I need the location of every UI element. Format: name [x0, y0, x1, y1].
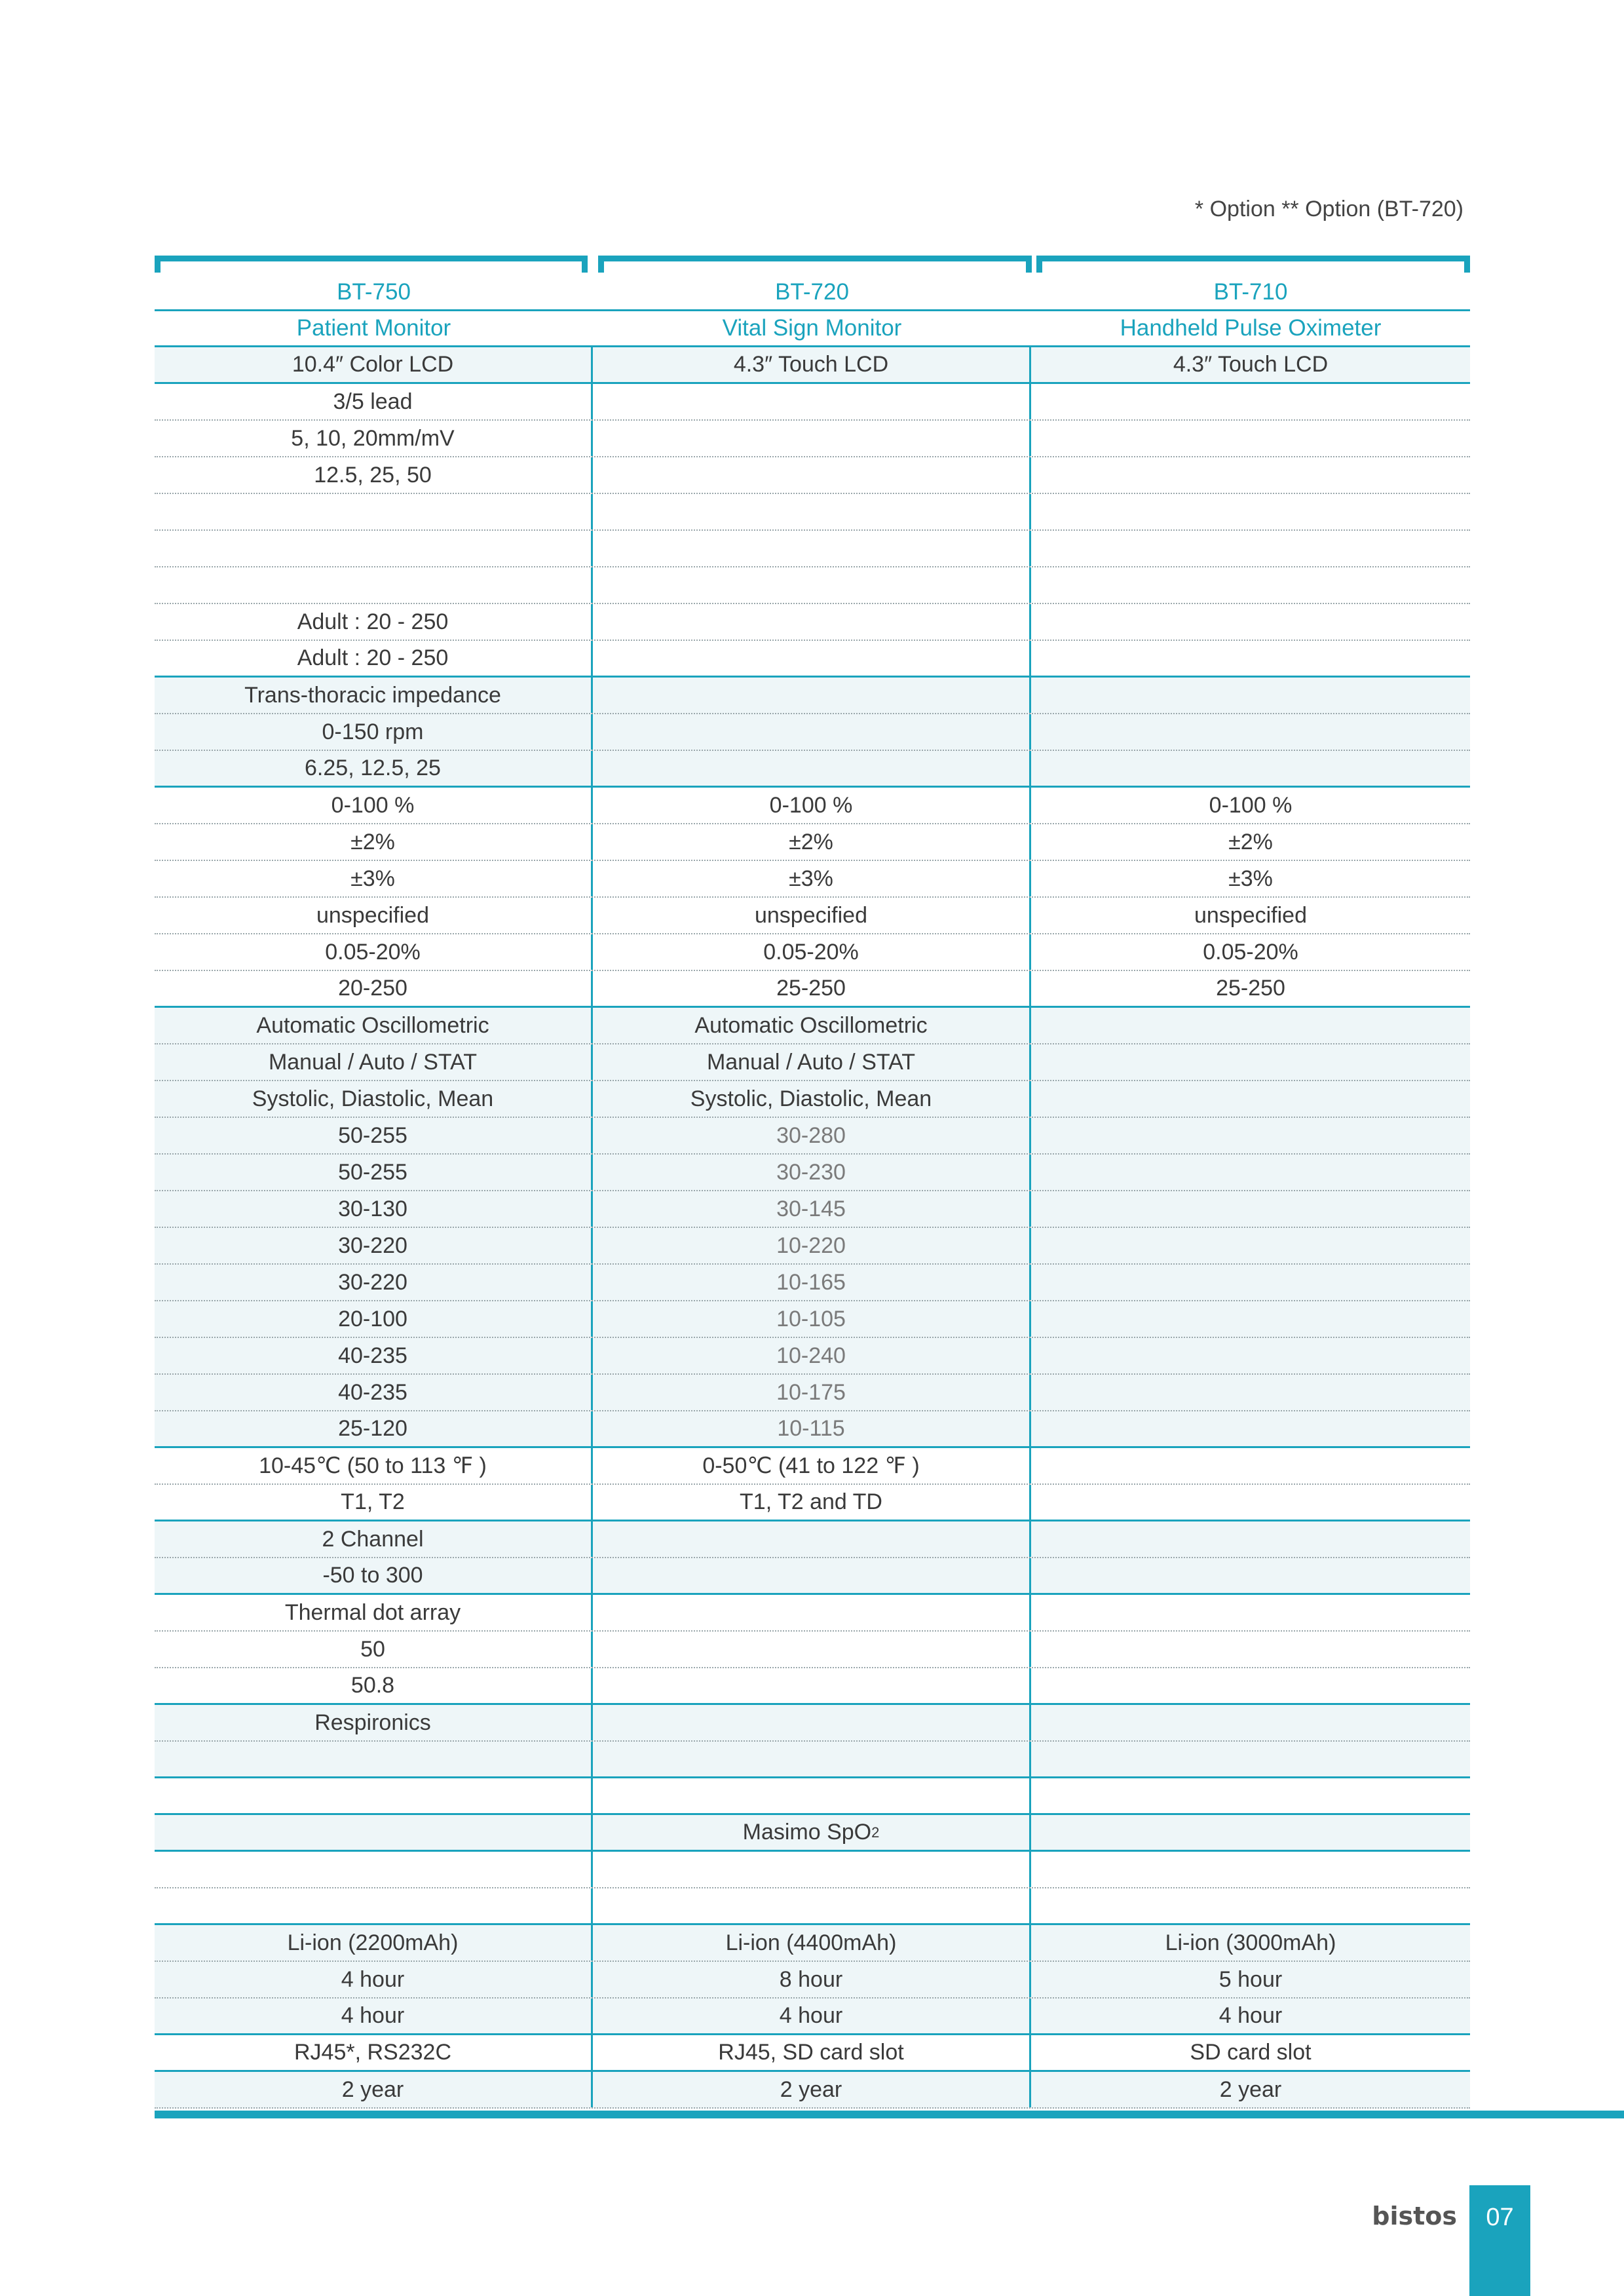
table-cell: unspecified — [593, 898, 1031, 933]
table-row — [155, 1815, 1470, 1852]
table-cell: 30-220 — [155, 1228, 593, 1263]
table-cell — [593, 1632, 1031, 1667]
table-row — [155, 1448, 1470, 1485]
table-cell — [1031, 1338, 1470, 1373]
table-cell — [593, 1705, 1031, 1740]
table-cell: 10-165 — [593, 1265, 1031, 1300]
table-row — [155, 1999, 1470, 2035]
table-cell — [1031, 1815, 1470, 1850]
table-row — [155, 1265, 1470, 1301]
table-cell: 20-100 — [155, 1301, 593, 1337]
table-cell: 50-255 — [155, 1118, 593, 1153]
table-cell: 4 hour — [155, 1999, 593, 2033]
table-cell: 8 hour — [593, 1962, 1031, 1997]
table-cell — [155, 1742, 593, 1776]
table-row — [155, 1595, 1470, 1632]
table-cell: 10-105 — [593, 1301, 1031, 1337]
table-cell: Li-ion (2200mAh) — [155, 1925, 593, 1961]
table-row — [155, 1118, 1470, 1155]
table-cell: Systolic, Diastolic, Mean — [593, 1081, 1031, 1117]
table-cell — [593, 1778, 1031, 1813]
table-cell — [1031, 714, 1470, 750]
column-brackets — [155, 256, 1470, 275]
table-cell — [155, 1888, 593, 1923]
table-cell: 12.5, 25, 50 — [155, 457, 593, 493]
table-cell — [593, 1521, 1031, 1557]
table-cell — [593, 494, 1031, 529]
table-row — [155, 1558, 1470, 1595]
table-cell: 4.3″ Touch LCD — [593, 347, 1031, 382]
table-cell: 30-280 — [593, 1118, 1031, 1153]
table-cell: Li-ion (3000mAh) — [1165, 1930, 1336, 1955]
table-row — [155, 934, 1470, 971]
table-cell: 0-100 % — [1209, 792, 1293, 818]
table-cell: 4 hour — [155, 1962, 593, 1997]
bracket-col1 — [155, 256, 588, 273]
bracket-col2 — [598, 256, 1032, 273]
table-cell — [155, 1815, 593, 1850]
table-cell: 50.8 — [155, 1668, 593, 1703]
table-row — [155, 1705, 1470, 1742]
table-row — [155, 1888, 1470, 1925]
table-cell — [1031, 1595, 1470, 1630]
table-row — [155, 1008, 1470, 1044]
table-cell: Automatic Oscillometric — [155, 1008, 593, 1043]
table-row — [155, 751, 1470, 788]
table-cell — [1031, 1301, 1470, 1337]
table-cell — [1031, 1668, 1470, 1703]
table-cell — [1031, 1044, 1470, 1080]
table-cell — [593, 531, 1031, 566]
table-cell: RJ45*, RS232C — [155, 2035, 593, 2070]
table-row — [155, 1742, 1470, 1778]
table-cell: Adult : 20 - 250 — [155, 641, 593, 676]
table-row — [155, 1411, 1470, 1448]
table-cell: 2 year — [155, 2072, 593, 2107]
table-cell — [593, 641, 1031, 676]
model-type-row — [155, 311, 1470, 347]
table-row — [155, 2072, 1470, 2109]
table-row — [155, 604, 1470, 641]
model-name: BT-750 — [337, 279, 411, 305]
table-row — [155, 1191, 1470, 1228]
table-cell — [1031, 384, 1470, 419]
table-cell: Automatic Oscillometric — [593, 1008, 1031, 1043]
table-cell: Trans-thoracic impedance — [155, 678, 593, 713]
table-row — [155, 824, 1470, 861]
table-row — [155, 1155, 1470, 1191]
table-cell: 4 hour — [593, 1999, 1031, 2033]
table-cell: 30-230 — [593, 1155, 1031, 1190]
table-cell: Systolic, Diastolic, Mean — [155, 1081, 593, 1117]
table-row — [155, 567, 1470, 604]
table-row — [155, 714, 1470, 751]
table-cell: Adult : 20 - 250 — [155, 604, 593, 640]
table-row — [155, 384, 1470, 421]
table-cell: 5, 10, 20mm/mV — [155, 421, 593, 456]
table-cell: 3/5 lead — [155, 384, 593, 419]
table-cell: 30-220 — [155, 1265, 593, 1300]
table-cell — [593, 1668, 1031, 1703]
table-row — [155, 421, 1470, 457]
table-cell: 0-150 rpm — [155, 714, 593, 750]
table-cell — [1031, 604, 1470, 640]
table-cell: ±3% — [1228, 866, 1273, 891]
table-cell: 2 year — [1219, 2076, 1282, 2102]
table-cell — [593, 714, 1031, 750]
table-cell: 6.25, 12.5, 25 — [155, 751, 593, 786]
table-cell: ±3% — [593, 861, 1031, 896]
table-cell: 0.05-20% — [155, 934, 593, 970]
table-cell: 4 hour — [1218, 2003, 1283, 2028]
table-row — [155, 2035, 1470, 2072]
table-row — [155, 971, 1470, 1008]
table-cell: unspecified — [155, 898, 593, 933]
table-row — [155, 1852, 1470, 1888]
page-number: 07 — [1469, 2185, 1530, 2296]
table-cell: SD card slot — [1190, 2040, 1312, 2065]
table-cell: 10-220 — [593, 1228, 1031, 1263]
table-cell — [1031, 1888, 1470, 1923]
table-cell — [593, 1742, 1031, 1776]
table-cell: 40-235 — [155, 1375, 593, 1410]
table-row — [155, 678, 1470, 714]
table-cell: Manual / Auto / STAT — [593, 1044, 1031, 1080]
table-cell: 30-130 — [155, 1191, 593, 1227]
table-cell: 0-50℃ (41 to 122 ℉ ) — [593, 1448, 1031, 1483]
table-cell: 0-100 % — [155, 788, 593, 823]
table-cell — [155, 531, 593, 566]
table-cell — [1031, 1191, 1470, 1227]
table-cell — [593, 1852, 1031, 1887]
table-row — [155, 788, 1470, 824]
table-row — [155, 457, 1470, 494]
table-row — [155, 1632, 1470, 1668]
table-row — [155, 1485, 1470, 1521]
model-type: Handheld Pulse Oximeter — [1120, 315, 1382, 341]
table-cell — [593, 751, 1031, 786]
table-cell: 5 hour — [1218, 1966, 1283, 1992]
table-cell — [593, 1888, 1031, 1923]
table-row — [155, 1301, 1470, 1338]
bottom-rule — [155, 2111, 1624, 2118]
table-cell: 0-100 % — [593, 788, 1031, 823]
table-cell — [1031, 1375, 1470, 1410]
table-cell — [1031, 1118, 1470, 1153]
table-cell — [593, 678, 1031, 713]
table-cell: Thermal dot array — [155, 1595, 593, 1630]
table-cell — [593, 421, 1031, 456]
table-cell: unspecified — [1194, 902, 1307, 928]
table-cell: RJ45, SD card slot — [593, 2035, 1031, 2070]
table-cell — [1031, 751, 1470, 786]
table-cell: 25-120 — [155, 1411, 593, 1446]
table-cell: 50 — [155, 1632, 593, 1667]
table-cell — [1031, 567, 1470, 603]
table-row — [155, 531, 1470, 567]
table-row — [155, 898, 1470, 934]
table-cell — [1031, 1558, 1470, 1593]
table-cell: 25-250 — [593, 971, 1031, 1006]
table-cell: Respironics — [155, 1705, 593, 1740]
model-type: Patient Monitor — [296, 315, 451, 341]
table-row — [155, 1925, 1470, 1962]
table-row — [155, 1521, 1470, 1558]
table-cell: -50 to 300 — [155, 1558, 593, 1593]
table-cell — [1031, 494, 1470, 529]
model-row — [155, 275, 1470, 311]
table-cell — [1031, 1852, 1470, 1887]
table-cell: 0.05-20% — [1203, 939, 1298, 965]
table-row — [155, 1375, 1470, 1411]
model-name: BT-720 — [775, 279, 849, 305]
table-cell — [1031, 678, 1470, 713]
table-cell — [593, 1558, 1031, 1593]
table-cell: 10-45℃ (50 to 113 ℉ ) — [155, 1448, 593, 1483]
table-cell: 20-250 — [155, 971, 593, 1006]
table-cell: 10-115 — [593, 1411, 1031, 1446]
table-row — [155, 1962, 1470, 1999]
table-cell — [593, 1595, 1031, 1630]
table-cell — [1031, 421, 1470, 456]
table-cell: ±3% — [155, 861, 593, 896]
table-cell — [1031, 1265, 1470, 1300]
table-cell: 2 year — [593, 2072, 1031, 2107]
table-cell: T1, T2 and TD — [593, 1485, 1031, 1520]
table-cell — [1031, 1008, 1470, 1043]
table-cell: ±2% — [593, 824, 1031, 860]
table-cell — [155, 494, 593, 529]
table-cell: 50-255 — [155, 1155, 593, 1190]
table-cell — [155, 1852, 593, 1887]
table-cell — [1031, 1411, 1470, 1446]
table-cell — [155, 567, 593, 603]
table-cell: ±2% — [1228, 829, 1273, 854]
model-name: BT-710 — [1213, 279, 1288, 305]
option-note: * Option ** Option (BT-720) — [1194, 197, 1463, 221]
table-cell: 40-235 — [155, 1338, 593, 1373]
model-type: Vital Sign Monitor — [722, 315, 902, 341]
spec-rows — [155, 347, 1470, 2109]
table-cell — [1031, 1521, 1470, 1557]
table-row — [155, 1044, 1470, 1081]
table-row — [155, 1338, 1470, 1375]
table-cell: T1, T2 — [155, 1485, 593, 1520]
table-cell — [1031, 1632, 1470, 1667]
table-cell — [1031, 1778, 1470, 1813]
table-cell — [593, 567, 1031, 603]
table-row — [155, 641, 1470, 678]
table-cell: 4.3″ Touch LCD — [1173, 352, 1329, 377]
table-cell: ±2% — [155, 824, 593, 860]
table-row — [155, 861, 1470, 898]
table-row — [155, 1081, 1470, 1118]
table-row — [155, 494, 1470, 531]
table-cell: Manual / Auto / STAT — [155, 1044, 593, 1080]
table-cell — [1031, 1742, 1470, 1776]
table-cell — [1031, 1448, 1470, 1483]
table-cell — [1031, 1155, 1470, 1190]
table-cell: 0.05-20% — [593, 934, 1031, 970]
table-cell: 25-250 — [1216, 976, 1285, 1001]
table-cell: 30-145 — [593, 1191, 1031, 1227]
table-row — [155, 1778, 1470, 1815]
table-row — [155, 347, 1470, 384]
table-cell — [593, 384, 1031, 419]
table-row — [155, 1668, 1470, 1705]
table-cell — [1031, 1485, 1470, 1520]
spec-table — [155, 256, 1470, 2109]
table-cell: Masimo SpO 2 — [593, 1815, 1031, 1850]
table-cell — [1031, 531, 1470, 566]
table-cell — [1031, 457, 1470, 493]
table-cell — [155, 1778, 593, 1813]
table-row — [155, 1228, 1470, 1265]
table-cell: 2 Channel — [155, 1521, 593, 1557]
table-cell — [1031, 1228, 1470, 1263]
table-cell: 10.4″ Color LCD — [155, 347, 593, 382]
bracket-col3 — [1036, 256, 1470, 273]
table-cell — [1031, 1705, 1470, 1740]
table-cell — [593, 604, 1031, 640]
table-cell — [593, 457, 1031, 493]
brand-logo: bistos — [1372, 2202, 1457, 2230]
table-cell — [1031, 1081, 1470, 1117]
table-cell: 10-240 — [593, 1338, 1031, 1373]
table-cell — [1031, 641, 1470, 676]
table-cell: 10-175 — [593, 1375, 1031, 1410]
table-cell: Li-ion (4400mAh) — [593, 1925, 1031, 1961]
